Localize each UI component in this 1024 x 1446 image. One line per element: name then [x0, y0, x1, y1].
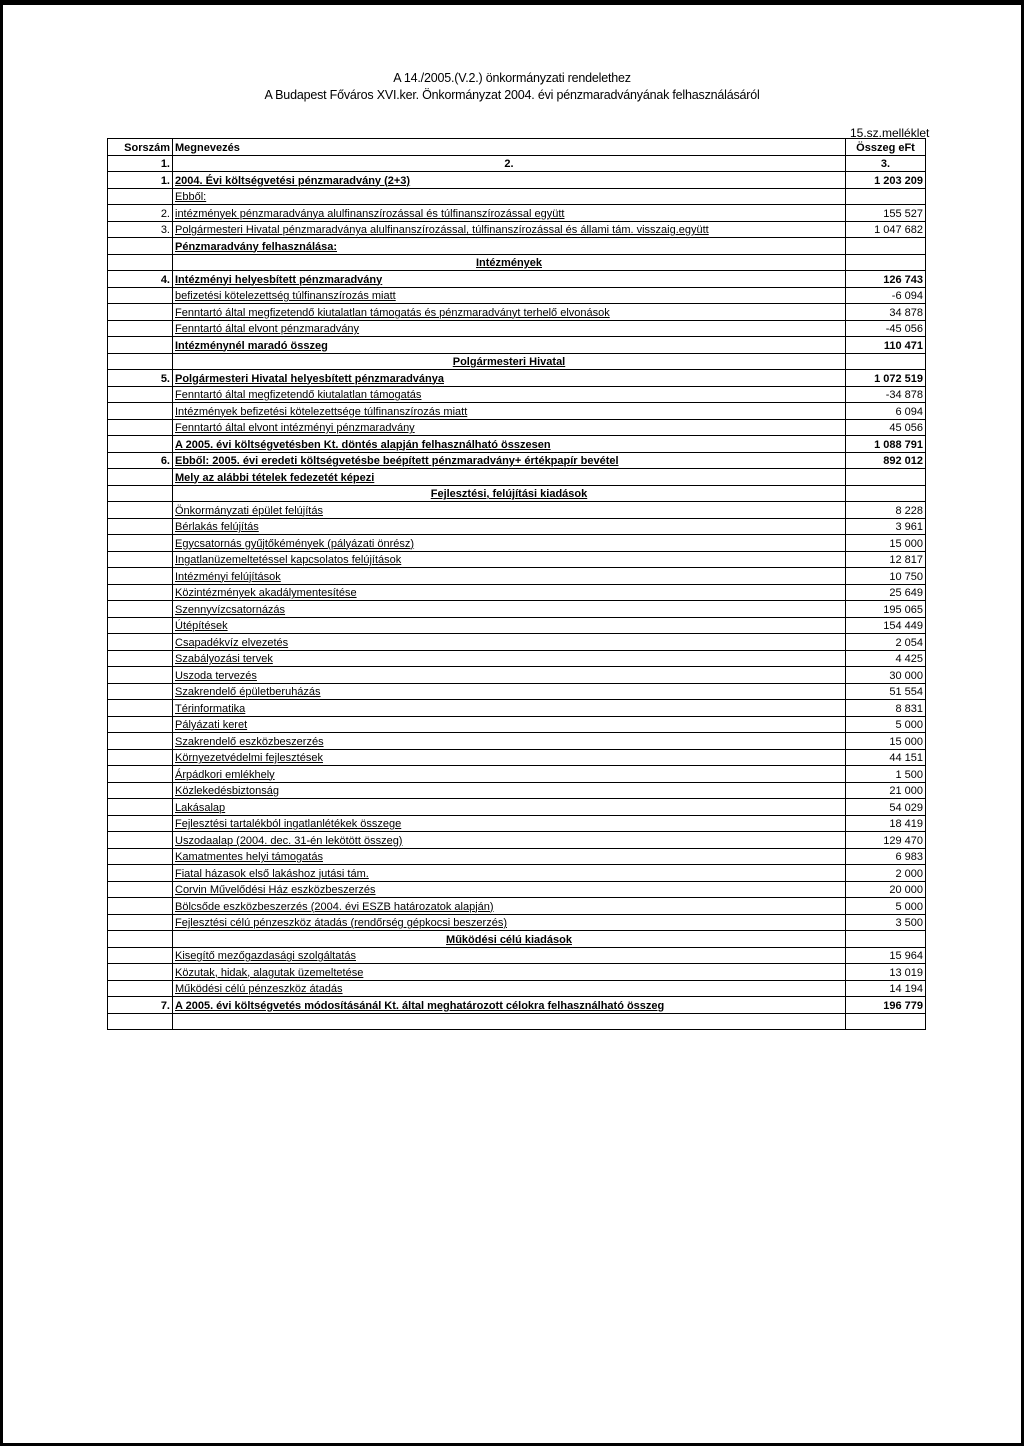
row-amount: 129 470 — [846, 832, 926, 849]
row-name: 2004. Évi költségvetési pénzmaradvány (2+3) — [173, 172, 846, 189]
row-number — [108, 931, 173, 948]
row-amount: 6 094 — [846, 403, 926, 420]
row-number: 6. — [108, 452, 173, 469]
table-row — [108, 716, 926, 733]
table-row — [108, 436, 926, 453]
row-amount: 15 964 — [846, 947, 926, 964]
row-amount: 154 449 — [846, 617, 926, 634]
row-number — [108, 188, 173, 205]
table-row — [108, 914, 926, 931]
row-amount: 25 649 — [846, 584, 926, 601]
table-row — [108, 700, 926, 717]
column-number-no: 1. — [108, 155, 173, 172]
table-row — [108, 320, 926, 337]
column-header-name: Megnevezés — [173, 139, 846, 156]
table-row — [108, 931, 926, 948]
column-number-amount: 3. — [846, 155, 926, 172]
row-number — [108, 584, 173, 601]
row-amount — [846, 353, 926, 370]
header-row — [108, 139, 926, 156]
row-name: Intézmények — [173, 254, 846, 271]
row-amount — [846, 254, 926, 271]
row-name: Ebből: 2005. évi eredeti költségvetésbe beépített pénzmaradvány+ értékpapír bevétel — [173, 452, 846, 469]
row-amount: 1 072 519 — [846, 370, 926, 387]
row-name: Fenntartó által megfizetendő kiutalatlan támogatás — [173, 386, 846, 403]
row-amount: 4 425 — [846, 650, 926, 667]
row-amount: 1 203 209 — [846, 172, 926, 189]
table-row — [108, 469, 926, 486]
row-number — [108, 865, 173, 882]
table-row — [108, 551, 926, 568]
row-amount: 45 056 — [846, 419, 926, 436]
row-name: Corvin Művelődési Ház eszközbeszerzés — [173, 881, 846, 898]
row-number — [108, 848, 173, 865]
row-amount: 196 779 — [846, 997, 926, 1014]
row-name: Uszodaalap (2004. dec. 31-én lekötött összeg) — [173, 832, 846, 849]
row-name: A 2005. évi költségvetésben Kt. döntés alapján felhasználható összesen — [173, 436, 846, 453]
row-name: Árpádkori emlékhely — [173, 766, 846, 783]
row-name: Közintézmények akadálymentesítése — [173, 584, 846, 601]
row-amount — [846, 238, 926, 255]
row-amount: 1 500 — [846, 766, 926, 783]
row-number — [108, 815, 173, 832]
row-name: Működési célú pénzeszköz átadás — [173, 980, 846, 997]
row-number: 4. — [108, 271, 173, 288]
row-name: Uszoda tervezés — [173, 667, 846, 684]
table-row — [108, 271, 926, 288]
row-amount: 5 000 — [846, 898, 926, 915]
row-number — [108, 254, 173, 271]
row-name: Környezetvédelmi fejlesztések — [173, 749, 846, 766]
row-name: Önkormányzati épület felújítás — [173, 502, 846, 519]
row-name: Ingatlanüzemeltetéssel kapcsolatos felújítások — [173, 551, 846, 568]
table-row — [108, 370, 926, 387]
row-name: Közutak, hidak, alagutak üzemeltetése — [173, 964, 846, 981]
row-number — [108, 551, 173, 568]
row-amount: 30 000 — [846, 667, 926, 684]
row-amount: -34 878 — [846, 386, 926, 403]
row-amount — [846, 931, 926, 948]
row-amount: 892 012 — [846, 452, 926, 469]
row-amount: 5 000 — [846, 716, 926, 733]
table-row — [108, 667, 926, 684]
row-number — [108, 964, 173, 981]
table-row — [108, 815, 926, 832]
row-number — [108, 980, 173, 997]
row-name: Térinformatika — [173, 700, 846, 717]
table-row — [108, 452, 926, 469]
row-amount: 195 065 — [846, 601, 926, 618]
row-number — [108, 518, 173, 535]
table-row — [108, 287, 926, 304]
row-name: Szakrendelő eszközbeszerzés — [173, 733, 846, 750]
table-row — [108, 485, 926, 502]
row-number — [108, 403, 173, 420]
row-name: Fenntartó által elvont intézményi pénzmaradvány — [173, 419, 846, 436]
row-name: Pályázati keret — [173, 716, 846, 733]
row-number — [108, 832, 173, 849]
row-name: Intézményi helyesbített pénzmaradvány — [173, 271, 846, 288]
row-number — [108, 469, 173, 486]
row-number — [108, 238, 173, 255]
table-row — [108, 238, 926, 255]
row-number — [108, 617, 173, 634]
row-amount: 8 228 — [846, 502, 926, 519]
row-name: Működési célú kiadások — [173, 931, 846, 948]
row-name: A 2005. évi költségvetés módosításánál Kt. által meghatározott célokra felhasználható összeg — [173, 997, 846, 1014]
row-number — [108, 320, 173, 337]
table-row — [108, 964, 926, 981]
table-row — [108, 997, 926, 1014]
row-number — [108, 749, 173, 766]
decree-reference: A 14./2005.(V.2.) önkormányzati rendelethez — [393, 71, 631, 85]
row-amount: 34 878 — [846, 304, 926, 321]
row-name: Polgármesteri Hivatal — [173, 353, 846, 370]
row-amount: 3 500 — [846, 914, 926, 931]
row-number — [108, 1013, 173, 1030]
document-title: A Budapest Főváros XVI.ker. Önkormányzat 2004. évi pénzmaradványának felhasználásáról — [264, 88, 760, 102]
table-row — [108, 584, 926, 601]
row-number: 5. — [108, 370, 173, 387]
row-name: Közlekedésbiztonság — [173, 782, 846, 799]
row-number — [108, 716, 173, 733]
table-row — [108, 221, 926, 238]
row-name: Intézménynél maradó összeg — [173, 337, 846, 354]
row-amount: 10 750 — [846, 568, 926, 585]
row-amount — [846, 188, 926, 205]
row-number — [108, 436, 173, 453]
table-row — [108, 535, 926, 552]
column-header-amount: Összeg eFt — [846, 139, 926, 156]
row-amount: 14 194 — [846, 980, 926, 997]
table-row — [108, 172, 926, 189]
row-number — [108, 766, 173, 783]
column-header-no: Sorszám — [108, 139, 173, 156]
row-name: Polgármesteri Hivatal helyesbített pénzmaradványa — [173, 370, 846, 387]
row-amount: 1 047 682 — [846, 221, 926, 238]
row-number — [108, 634, 173, 651]
row-number — [108, 304, 173, 321]
row-name: Bölcsőde eszközbeszerzés (2004. évi ESZB határozatok alapján) — [173, 898, 846, 915]
row-name: Útépítések — [173, 617, 846, 634]
row-amount: 110 471 — [846, 337, 926, 354]
table-row — [108, 832, 926, 849]
row-amount: 155 527 — [846, 205, 926, 222]
row-amount: 13 019 — [846, 964, 926, 981]
row-name: Fenntartó által elvont pénzmaradvány — [173, 320, 846, 337]
row-amount: 6 983 — [846, 848, 926, 865]
row-name: Intézményi felújítások — [173, 568, 846, 585]
row-amount: 54 029 — [846, 799, 926, 816]
row-number: 3. — [108, 221, 173, 238]
row-number — [108, 502, 173, 519]
row-name: Csapadékvíz elvezetés — [173, 634, 846, 651]
row-number — [108, 782, 173, 799]
row-amount: 15 000 — [846, 535, 926, 552]
row-name: Mely az alábbi tételek fedezetét képezi — [173, 469, 846, 486]
row-number: 2. — [108, 205, 173, 222]
row-name: Szennyvízcsatornázás — [173, 601, 846, 618]
row-name: Kamatmentes helyi támogatás — [173, 848, 846, 865]
row-name: Kisegítő mezőgazdasági szolgáltatás — [173, 947, 846, 964]
row-name: Szakrendelő épületberuházás — [173, 683, 846, 700]
row-amount: 126 743 — [846, 271, 926, 288]
table-row — [108, 419, 926, 436]
row-amount — [846, 1013, 926, 1030]
row-amount: 44 151 — [846, 749, 926, 766]
row-number — [108, 485, 173, 502]
row-number — [108, 419, 173, 436]
row-name: Bérlakás felújítás — [173, 518, 846, 535]
row-name: Ebből: — [173, 188, 846, 205]
budget-table — [107, 138, 926, 1030]
table-row — [108, 304, 926, 321]
row-amount: 18 419 — [846, 815, 926, 832]
row-number — [108, 568, 173, 585]
table-row — [108, 205, 926, 222]
table-row — [108, 337, 926, 354]
row-amount: 8 831 — [846, 700, 926, 717]
table-row — [108, 386, 926, 403]
row-name: Fiatal házasok első lakáshoz jutási tám. — [173, 865, 846, 882]
row-amount: 51 554 — [846, 683, 926, 700]
row-amount: 12 817 — [846, 551, 926, 568]
row-number — [108, 287, 173, 304]
row-name: intézmények pénzmaradványa alulfinanszírozással és túlfinanszírozással együtt — [173, 205, 846, 222]
table-row — [108, 865, 926, 882]
row-name: Fejlesztési, felújítási kiadások — [173, 485, 846, 502]
row-amount: 15 000 — [846, 733, 926, 750]
row-name: Pénzmaradvány felhasználása: — [173, 238, 846, 255]
row-number — [108, 683, 173, 700]
table-row — [108, 782, 926, 799]
row-name: Egycsatornás gyűjtőkémények (pályázati önrész) — [173, 535, 846, 552]
row-number: 7. — [108, 997, 173, 1014]
table-row — [108, 650, 926, 667]
table-row — [108, 601, 926, 618]
row-number — [108, 650, 173, 667]
table-row — [108, 353, 926, 370]
row-number — [108, 881, 173, 898]
table-row — [108, 502, 926, 519]
table-row — [108, 403, 926, 420]
table-row — [108, 766, 926, 783]
row-number — [108, 947, 173, 964]
row-amount: 2 000 — [846, 865, 926, 882]
table-row — [108, 568, 926, 585]
table-row — [108, 254, 926, 271]
table-row — [108, 947, 926, 964]
row-name: befizetési kötelezettség túlfinanszírozás miatt — [173, 287, 846, 304]
table-row — [108, 749, 926, 766]
column-number-name: 2. — [173, 155, 846, 172]
row-name: Fenntartó által megfizetendő kiutalatlan támogatás és pénzmaradványt terhelő elvonások — [173, 304, 846, 321]
row-amount — [846, 485, 926, 502]
table-row — [108, 980, 926, 997]
row-number — [108, 733, 173, 750]
table-row — [108, 188, 926, 205]
row-amount: 2 054 — [846, 634, 926, 651]
table-row — [108, 848, 926, 865]
row-number — [108, 667, 173, 684]
row-name — [173, 1013, 846, 1030]
table-row — [108, 1013, 926, 1030]
row-amount: 20 000 — [846, 881, 926, 898]
table-row — [108, 634, 926, 651]
row-name: Lakásalap — [173, 799, 846, 816]
row-name: Fejlesztési célú pénzeszköz átadás (rendőrség gépkocsi beszerzés) — [173, 914, 846, 931]
table-row — [108, 898, 926, 915]
row-name: Szabályozási tervek — [173, 650, 846, 667]
table-row — [108, 733, 926, 750]
row-number — [108, 898, 173, 915]
row-number — [108, 914, 173, 931]
row-number: 1. — [108, 172, 173, 189]
row-number — [108, 799, 173, 816]
table-row — [108, 799, 926, 816]
annex-label: 15.sz.melléklet — [850, 126, 930, 140]
table-row — [108, 518, 926, 535]
row-amount: 21 000 — [846, 782, 926, 799]
row-number — [108, 700, 173, 717]
table-row — [108, 881, 926, 898]
row-number — [108, 353, 173, 370]
row-amount: -45 056 — [846, 320, 926, 337]
column-number-row — [108, 155, 926, 172]
row-amount — [846, 469, 926, 486]
row-number — [108, 601, 173, 618]
row-amount: 3 961 — [846, 518, 926, 535]
row-number — [108, 337, 173, 354]
row-number — [108, 386, 173, 403]
row-name: Polgármesteri Hivatal pénzmaradványa alulfinanszírozással, túlfinanszírozással és állami tám. visszaig.együtt — [173, 221, 846, 238]
row-name: Fejlesztési tartalékból ingatlanlétékek összege — [173, 815, 846, 832]
table-row — [108, 617, 926, 634]
row-name: Intézmények befizetési kötelezettsége túlfinanszírozás miatt — [173, 403, 846, 420]
table-row — [108, 683, 926, 700]
row-number — [108, 535, 173, 552]
row-amount: 1 088 791 — [846, 436, 926, 453]
row-amount: -6 094 — [846, 287, 926, 304]
